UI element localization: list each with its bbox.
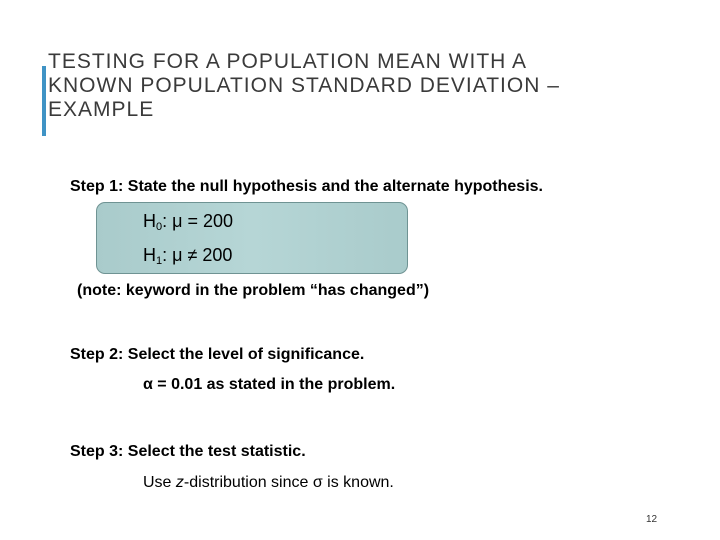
alternate-hypothesis-text: : μ ≠ 200 — [162, 245, 233, 265]
test-statistic-z: z — [175, 474, 184, 491]
alternate-hypothesis-symbol: H — [143, 245, 156, 265]
step-2-heading: Step 2: Select the level of significance. — [70, 346, 365, 363]
null-hypothesis-subscript: 0 — [156, 221, 163, 233]
title-accent-bar — [42, 66, 46, 136]
step-3-heading: Step 3: Select the test statistic. — [70, 443, 306, 460]
title-line-2: KNOWN POPULATION STANDARD DEVIATION – — [48, 74, 560, 97]
significance-level: α = 0.01 as stated in the problem. — [143, 376, 396, 393]
test-statistic-prefix: Use — [143, 474, 176, 491]
step-1-heading: Step 1: State the null hypothesis and the alternate hypothesis. — [70, 178, 543, 195]
test-statistic-suffix: -distribution since σ is known. — [183, 474, 394, 491]
null-hypothesis-text: : μ = 200 — [162, 211, 234, 231]
title-line-3: EXAMPLE — [48, 98, 155, 121]
alternate-hypothesis-subscript: 1 — [156, 255, 163, 267]
title-line-1: TESTING FOR A POPULATION MEAN WITH A — [48, 50, 527, 73]
hypothesis-box — [96, 202, 408, 274]
page-number: 12 — [646, 514, 658, 525]
keyword-note: (note: keyword in the problem “has changed”) — [77, 282, 430, 299]
null-hypothesis-symbol: H — [143, 211, 156, 231]
null-hypothesis — [143, 211, 233, 233]
test-statistic-detail — [143, 474, 394, 492]
alternate-hypothesis — [143, 245, 232, 267]
slide-title — [48, 50, 708, 122]
